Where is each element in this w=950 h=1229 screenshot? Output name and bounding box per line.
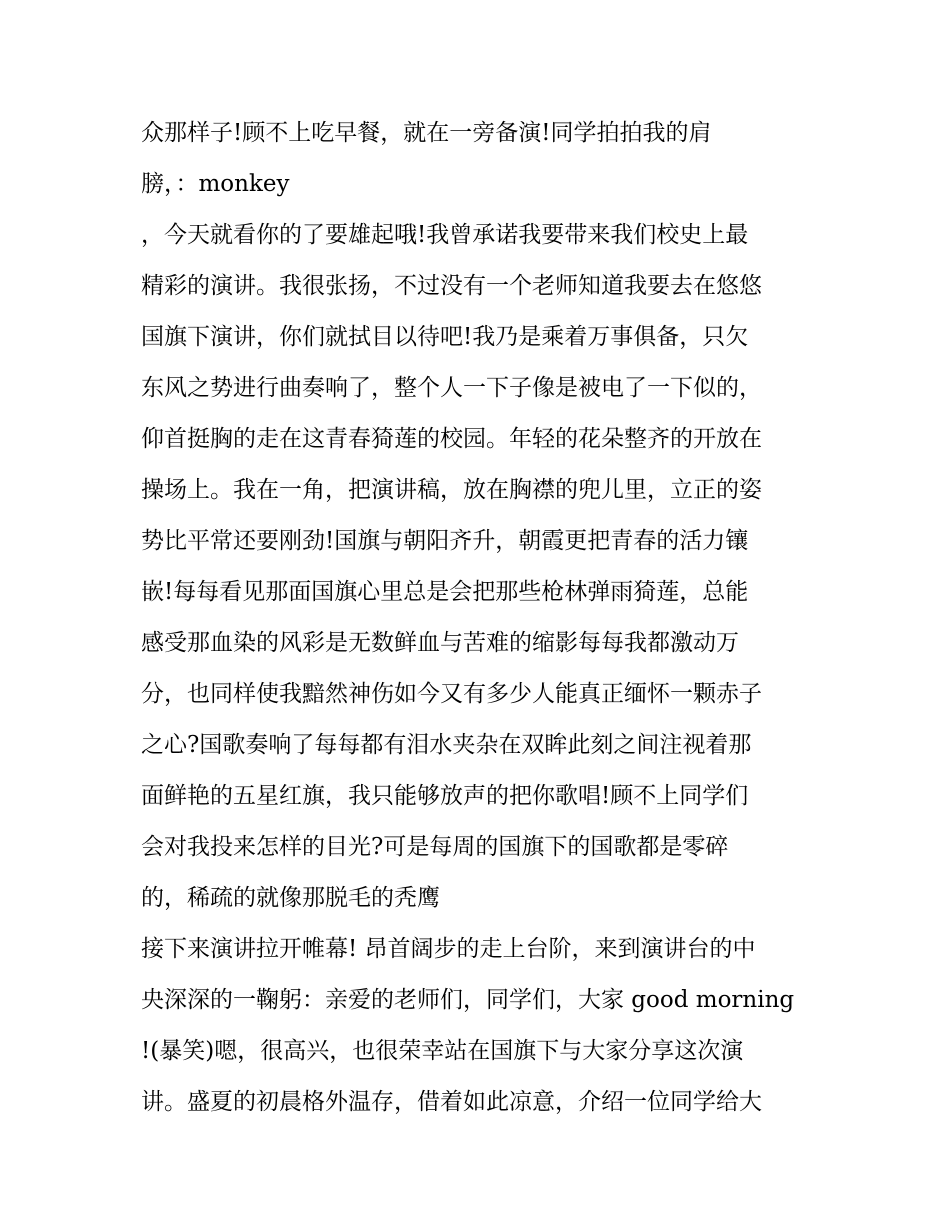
text-line: 讲。盛夏的初晨格外温存，借着如此凉意，介绍一位同学给大	[141, 1089, 762, 1115]
text-line: 的，稀疏的就像那脱毛的秃鹰	[141, 885, 440, 911]
body-text	[141, 108, 821, 1128]
text-line: 势比平常还要刚劲!国旗与朝阳齐升，朝霞更把青春的活力镶	[141, 528, 749, 554]
text-line: !(暴笑)嗯，很高兴，也很荣幸站在国旗下与大家分享这次演	[141, 1038, 744, 1064]
text-line: 接下来演讲拉开帷幕! 昂首阔步的走上台阶，来到演讲台的中	[141, 936, 756, 962]
text-line: ，今天就看你的了要雄起哦!我曾承诺我要带来我们校史上最	[141, 222, 749, 248]
text-line: 仰首挺胸的走在这青春猗莲的校园。年轻的花朵整齐的开放在	[141, 426, 762, 452]
text-line: 分，也同样使我黯然神伤如今又有多少人能真正缅怀一颗赤子	[141, 681, 762, 707]
text-line: 面鲜艳的五星红旗，我只能够放声的把你歌唱!顾不上同学们	[141, 783, 749, 809]
text-line: 膀，：monkey	[141, 171, 290, 197]
text-line: 感受那血染的风彩是无数鲜血与苦难的缩影每每我都激动万	[141, 630, 739, 656]
text-line: 东风之势进行曲奏响了，整个人一下子像是被电了一下似的，	[141, 375, 762, 401]
text-line: 之心?国歌奏响了每每都有泪水夹杂在双眸此刻之间注视着那	[141, 732, 752, 758]
text-line: 嵌!每每看见那面国旗心里总是会把那些枪林弹雨猗莲，总能	[141, 579, 749, 605]
text-line: 会对我投来怎样的目光?可是每周的国旗下的国歌都是零碎	[141, 834, 729, 860]
text-line: 央深深的一鞠躬：亲爱的老师们，同学们，大家 good morning	[141, 987, 795, 1013]
text-line: 国旗下演讲，你们就拭目以待吧!我乃是乘着万事俱备，只欠	[141, 324, 749, 350]
text-line: 操场上。我在一角，把演讲稿，放在胸襟的兜儿里，立正的姿	[141, 477, 762, 503]
text-line: 精彩的演讲。我很张扬，不过没有一个老师知道我要去在悠悠	[141, 273, 762, 299]
text-line: 众那样子!顾不上吃早餐，就在一旁备演!同学拍拍我的肩	[141, 120, 712, 146]
